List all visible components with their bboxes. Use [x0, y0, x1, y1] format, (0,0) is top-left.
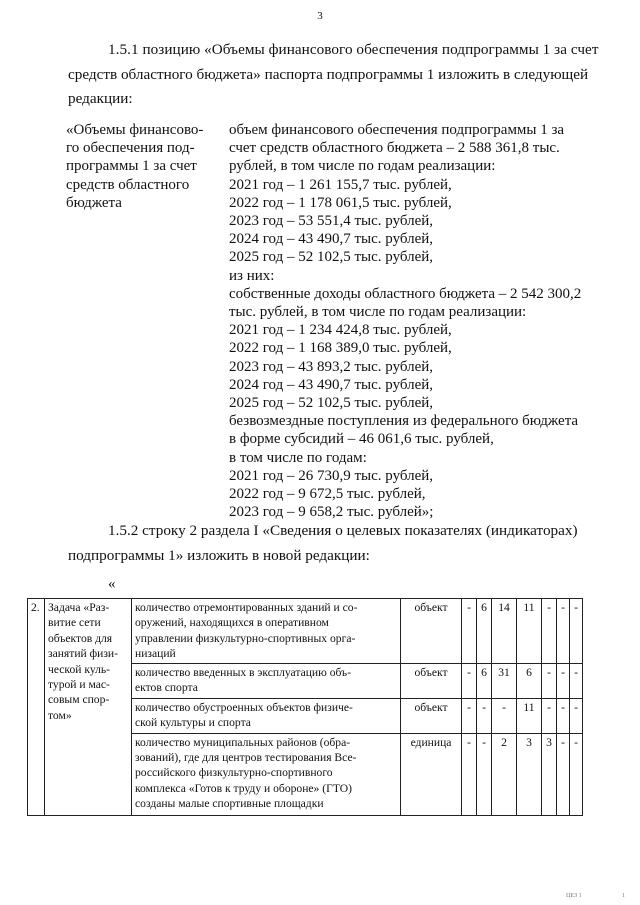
passport-label-line: го обеспечения под- [66, 140, 195, 157]
passport-value-line: 2024 год – 43 490,7 тыс. рублей, [229, 231, 434, 248]
paragraph-1-5-1 [68, 38, 608, 112]
passport-value-line: 2025 год – 52 102,5 тыс. рублей, [229, 395, 434, 412]
value-cell: - [557, 599, 570, 664]
value-cell: - [542, 698, 557, 733]
value-cell: 11 [517, 599, 542, 664]
para-line: 1.5.2 строку 2 раздела I «Сведения о целевых показателях (индикаторах) [108, 522, 578, 539]
unit-cell: объект [401, 698, 462, 733]
para-line: редакции: [68, 90, 133, 107]
indicator-line: управлении физкультурно-спортивных орга- [135, 631, 356, 645]
passport-value-line: в форме субсидий – 46 061,6 тыс. рублей, [229, 431, 494, 448]
value-cell: 3 [517, 733, 542, 815]
passport-value-line: счет средств областного бюджета – 2 588 361,8 тыс. [229, 140, 560, 157]
passport-value-line: из них: [229, 267, 275, 284]
value-cell: - [557, 733, 570, 815]
passport-value-line: 2024 год – 43 490,7 тыс. рублей, [229, 376, 434, 393]
indicator-cell [132, 733, 401, 815]
value-cell: - [570, 663, 583, 698]
value-cell: 31 [492, 663, 517, 698]
indicators-table [27, 598, 583, 816]
indicator-cell [132, 599, 401, 664]
indicator-line: оружений, находящихся в оперативном [135, 616, 329, 630]
indicator-line: зований), где для центров тестирования Все- [135, 751, 357, 765]
passport-value-line: 2023 год – 43 893,2 тыс. рублей, [229, 358, 434, 375]
para-line: средств областного бюджета» паспорта подпрограммы 1 изложить в следующей [68, 65, 589, 83]
value-cell: 6 [477, 599, 492, 664]
passport-value-line: безвозмездные поступления из федерального бюджета [229, 413, 579, 430]
indicator-line: ской культуры и спорта [135, 716, 251, 730]
passport-value-line: в том числе по годам: [229, 449, 367, 466]
indicator-line: комплекса «Готов к труду и обороне» (ГТО) [135, 781, 352, 795]
value-cell: - [462, 599, 477, 664]
passport-value-line: рублей, в том числе по годам реализации: [229, 158, 496, 175]
indicator-line: количество введенных в эксплуатацию объ- [135, 665, 351, 679]
passport-value [229, 121, 609, 521]
indicator-cell [132, 698, 401, 733]
value-cell: 6 [517, 663, 542, 698]
indicator-line: российского физкультурно-спортивного [135, 766, 333, 780]
passport-label-line: «Объемы финансово- [66, 122, 204, 138]
passport-value-line: 2021 год – 1 234 424,8 тыс. рублей, [229, 322, 452, 339]
value-cell: - [542, 663, 557, 698]
opening-quote: « [108, 576, 116, 592]
value-cell: - [570, 698, 583, 733]
passport-value-line: 2022 год – 1 178 061,5 тыс. рублей, [229, 194, 452, 211]
indicator-line: ектов спорта [135, 681, 198, 695]
value-cell: - [462, 733, 477, 815]
task-line: том» [48, 708, 72, 722]
value-cell: 6 [477, 663, 492, 698]
passport-value-line: объем финансового обеспечения подпрограммы 1 за [229, 122, 565, 138]
passport-label-line: программы 1 за счет [66, 158, 197, 175]
passport-value-line: 2022 год – 1 168 389,0 тыс. рублей, [229, 340, 452, 357]
task-cell [45, 599, 132, 816]
value-cell: - [557, 663, 570, 698]
passport-label [66, 121, 216, 212]
indicator-line: низаций [135, 647, 176, 661]
passport-label-line: бюджета [66, 194, 122, 211]
task-line: ческой куль- [48, 662, 111, 676]
indicator-line: количество обустроенных объектов физиче- [135, 700, 353, 714]
footer-mark: 1 [622, 893, 625, 899]
value-cell: - [477, 698, 492, 733]
passport-value-line: 2023 год – 9 658,2 тыс. рублей»; [229, 504, 434, 521]
unit-cell: объект [401, 599, 462, 664]
value-cell: - [477, 733, 492, 815]
value-cell: - [542, 599, 557, 664]
task-line: турой и мас- [48, 678, 110, 692]
task-line: занятий физи- [48, 647, 118, 661]
page-number: 3 [317, 10, 323, 22]
value-cell: 2 [492, 733, 517, 815]
passport-value-line: 2022 год – 9 672,5 тыс. рублей, [229, 486, 426, 503]
unit-cell: объект [401, 663, 462, 698]
para-line: 1.5.1 позицию «Объемы финансового обеспечения подпрограммы 1 за счет [108, 41, 599, 58]
value-cell: 3 [542, 733, 557, 815]
value-cell: - [570, 733, 583, 815]
indicator-line: количество муниципальных районов (обра- [135, 735, 351, 749]
paragraph-1-5-2 [68, 519, 608, 568]
value-cell: - [570, 599, 583, 664]
task-line: совым спор- [48, 693, 110, 707]
passport-value-line: тыс. рублей, в том числе по годам реализации: [229, 304, 527, 321]
value-cell: 14 [492, 599, 517, 664]
indicator-line: количество отремонтированных зданий и со- [135, 601, 358, 614]
task-line: витие сети [48, 616, 101, 630]
row-number-cell: 2. [28, 599, 45, 816]
passport-value-line: 2021 год – 26 730,9 тыс. рублей, [229, 467, 434, 484]
passport-value-line: собственные доходы областного бюджета – 2 542 300,2 [229, 285, 582, 302]
task-line: Задача «Раз- [48, 601, 110, 614]
para-line: подпрограммы 1» изложить в новой редакции: [68, 546, 370, 564]
passport-value-line: 2023 год – 53 551,4 тыс. рублей, [229, 213, 434, 230]
passport-value-line: 2025 год – 52 102,5 тыс. рублей, [229, 249, 434, 266]
passport-value-line: 2021 год – 1 261 155,7 тыс. рублей, [229, 176, 452, 193]
value-cell: - [462, 698, 477, 733]
task-line: объектов для [48, 631, 113, 645]
unit-cell: единица [401, 733, 462, 815]
indicator-line: созданы малые спортивные площадки [135, 797, 324, 811]
value-cell: 11 [517, 698, 542, 733]
value-cell: - [462, 663, 477, 698]
indicator-cell [132, 663, 401, 698]
value-cell: - [557, 698, 570, 733]
value-cell: - [492, 698, 517, 733]
table-row [28, 599, 583, 664]
passport-label-line: средств областного [66, 176, 190, 193]
footer-mark: ЦЕЗ 1 [566, 893, 582, 899]
